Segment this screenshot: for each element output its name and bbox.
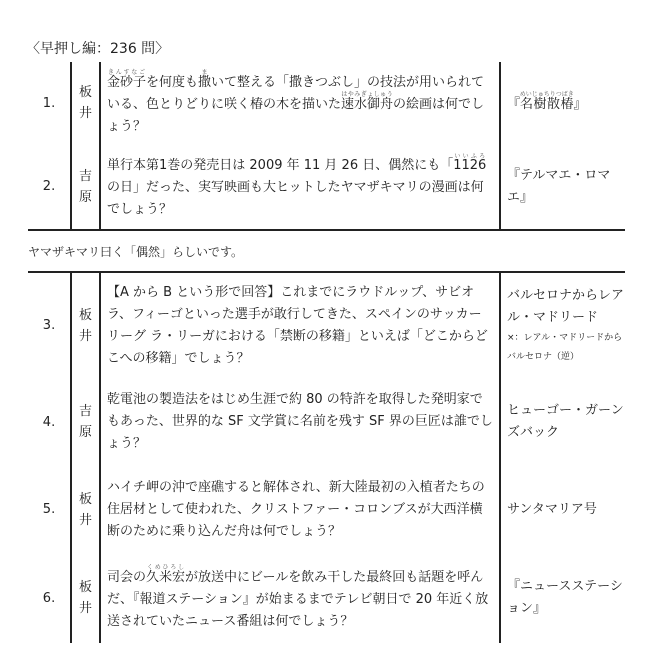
ruby-text: 撒ま: [198, 68, 212, 90]
author-name: 板井: [72, 553, 101, 643]
ruby-reading: きんすなご: [107, 68, 146, 76]
author-name: 板井: [72, 273, 101, 378]
question-number: 5.: [28, 466, 72, 553]
answer-cell: [501, 273, 625, 378]
table-row: [28, 553, 625, 643]
ruby-reading: いいふろ: [453, 152, 487, 160]
section-heading: 〈早押し編：236 問〉: [26, 41, 170, 57]
answer-text: ヒューゴー・ガーンズバック: [507, 403, 624, 440]
question-text: [101, 378, 501, 466]
question-number: 4.: [28, 378, 72, 466]
answer-text: バルセロナからレアル・マドリード: [507, 287, 625, 325]
question-text: [101, 466, 501, 553]
answer-cell: [501, 144, 625, 229]
question-body: 金砂子きんすなごを何度も撒まいて整える「撒きつぶし」の技法が用いられている、色とりどりに咲く椿の木を描いた速水御舟はやみぎょしゅうの絵画は何でしょう？: [107, 68, 485, 134]
question-body: 単行本第1巻の発売日は 2009 年 11 月 26 日、偶然にも「1126いいふろの日」だった、実写映画も大ヒットしたヤマザキマリの漫画は何でしょう？: [107, 152, 487, 217]
question-text: [101, 553, 501, 643]
question-body: 司会の久米宏くめひろしが放送中にビールを飲み干した最終回も話題を呼んだ、『報道ステーション』が始まるまでテレビ朝日で 20 年近く放送されていたニュース番組は何でしょう？: [107, 563, 489, 629]
question-body: 【A から B という形で回答】これまでにラウドルップ、サビオラ、フィーゴといった選手が敢行してきた、スペインのサッカーリーグ ラ・リーガにおける「禁断の移籍」といえば「どこからどこへの移籍」でしょう？: [107, 284, 488, 366]
table-row: [28, 466, 625, 553]
ruby-text: 速水御舟はやみぎょしゅう: [341, 90, 394, 112]
question-number: 1.: [28, 62, 72, 144]
answer-cell: [501, 62, 625, 144]
question-number: 2.: [28, 144, 72, 229]
ruby-reading: ま: [198, 68, 212, 76]
author-name: 板井: [72, 466, 101, 553]
ruby-reading: くめひろし: [146, 563, 186, 571]
ruby-text: 久米宏くめひろし: [146, 563, 186, 585]
question-body: ハイチ岬の沖で座礁すると解体され、新大陸最初の入植者たちの住居材として使われた、クリストファー・コロンブスが大西洋横断のために乗り込んだ舟は何でしょう？: [107, 479, 485, 539]
question-text: [101, 62, 501, 144]
table-row: [28, 62, 625, 144]
question-body: 乾電池の製造法をはじめ生涯で約 80 の特許を取得した発明家でもあった、世界的な SF 文学賞に名前を残す SF 界の巨匠は誰でしょう？: [107, 392, 493, 451]
quiz-table-1: [28, 62, 625, 229]
author-name: 吉原: [72, 378, 101, 466]
table-row: [28, 273, 625, 378]
table-divider: [28, 229, 625, 231]
author-name: 吉原: [72, 144, 101, 229]
ruby-text: 1126いいふろ: [453, 152, 487, 173]
author-name: 板井: [72, 62, 101, 144]
answer-cell: [501, 466, 625, 553]
answer-text: 『名樹散椿めいじゅちりつばき』: [507, 90, 587, 112]
question-text: [101, 273, 501, 378]
comment-text: ヤマザキマリ曰く「偶然」らしいです。: [28, 245, 244, 259]
question-number: 3.: [28, 273, 72, 378]
answer-note: ×：レアル・マドリードからバルセロナ（逆）: [507, 332, 623, 362]
table-row: [28, 378, 625, 466]
answer-text: 『テルマエ・ロマエ』: [507, 167, 611, 205]
table-row: [28, 144, 625, 229]
answer-text: サンタマリア号: [507, 501, 597, 517]
question-number: 6.: [28, 553, 72, 643]
answer-cell: [501, 378, 625, 466]
answer-text: 『ニュースステーション』: [507, 579, 623, 616]
question-text: [101, 144, 501, 229]
ruby-reading: はやみぎょしゅう: [341, 90, 394, 98]
ruby-text: 金砂子きんすなご: [107, 68, 147, 90]
ruby-reading: めいじゅちりつばき: [519, 90, 574, 98]
answer-cell: [501, 553, 625, 643]
ruby-text: 名樹散椿めいじゅちりつばき: [519, 90, 574, 112]
quiz-table-2: [28, 273, 625, 643]
